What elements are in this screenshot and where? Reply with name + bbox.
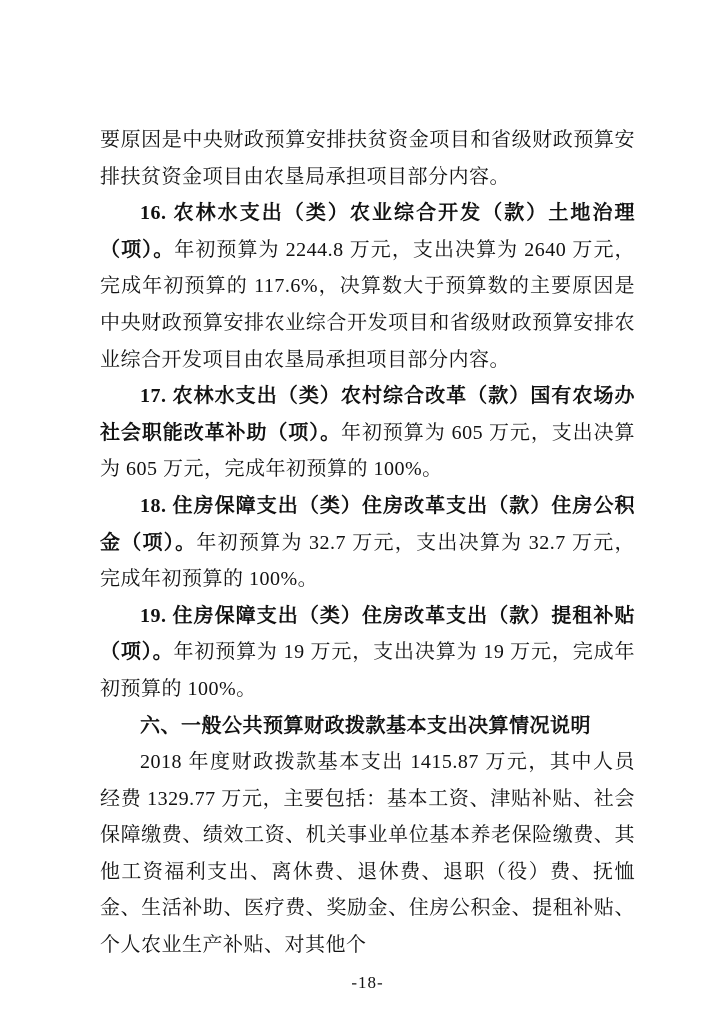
paragraph-segment: 年初预算为 605 万元，支出决算为 605 万元，完成年初预算的 100%。 [100, 421, 636, 481]
paragraph-segment: 六、一般公共预算财政拨款基本支出决算情况说明 [140, 714, 591, 737]
paragraph-segment: 18. 住房保障支出（类）住房改革支出（款）住房公积金（项）。 [100, 494, 635, 554]
paragraph-segment: 2018 年度财政拨款基本支出 1415.87 万元，其中人员经费 1329.77 万元，主要包括：基本工资、津贴补贴、社会保障缴费、绩效工资、机关事业单位基本养老保险缴费、其他工资福利支出、离休费、退休费、退职（役）费、抚恤金、生活补助、医疗费、奖励金、住房公积金、提租补贴、个人农业生产补贴、对其他个 [100, 751, 635, 957]
paragraph [100, 708, 635, 745]
paragraph [100, 488, 635, 598]
paragraph [100, 195, 635, 378]
paragraph [100, 378, 635, 488]
page-number: -18- [351, 972, 384, 992]
paragraph-segment: 要原因是中央财政预算安排扶贫资金项目和省级财政预算安排扶贫资金项目由农垦局承担项目部分内容。 [100, 129, 635, 188]
paragraph [100, 744, 635, 964]
paragraph [100, 598, 635, 708]
paragraph-segment: 16. 农林水支出（类）农业综合开发（款）土地治理（项）。 [100, 202, 635, 261]
paragraph-segment: 年初预算为 32.7 万元，支出决算为 32.7 万元，完成年初预算的 100%。 [100, 531, 636, 591]
paragraph [100, 122, 635, 195]
paragraph-segment: 年初预算为 2244.8 万元，支出决算为 2640 万元，完成年初预算的 117.6%，决算数大于预算数的主要原因是中央财政预算安排农业综合开发项目和省级财政预算安排农业综合开发项目由农垦局承担项目部分内容。 [100, 238, 636, 371]
document-body [100, 122, 635, 964]
paragraph-segment: 19. 住房保障支出（类）住房改革支出（款）提租补贴（项）。 [100, 604, 635, 664]
paragraph-segment: 17. 农林水支出（类）农村综合改革（款）国有农场办社会职能改革补助（项）。 [100, 385, 635, 444]
paragraph-segment: 年初预算为 19 万元，支出决算为 19 万元，完成年初预算的 100%。 [100, 641, 636, 700]
